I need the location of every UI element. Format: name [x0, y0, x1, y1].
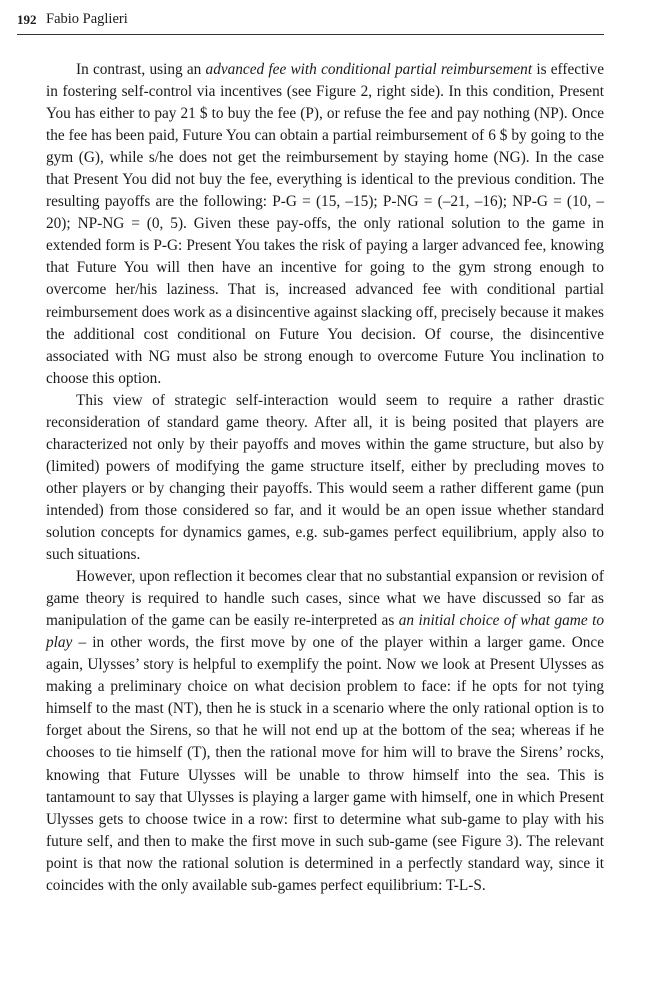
text-run: In contrast, using an: [76, 61, 206, 78]
paragraph-strategic-self-interaction: [46, 390, 604, 566]
text-run: – in other words, the first move by one of the player within a larger game. Once again, Ulysses’ story is helpful to exemplify the point. Now we look at Present Ulysses as making a preliminary choice on what decision problem to face: if he opts for not tying himself to the mast (NT), then he is stuck in a scenario where the only rational option is to forget about the Sirens, so that he will not end up at the bottom of the sea; whereas if he chooses to tie himself (T), then the rational move for him will to brave the Sirens’ rocks, knowing that Future Ulysses will be unable to throw himself into the sea. This is tantamount to say that Ulysses is playing a larger game with himself, one in which Present Ulysses gets to choose twice in a row: first to determine what sub-game to play with his future self, and then to make the first move in such sub-game (see Figure 3). The relevant point is that now the rational solution is determined in a perfectly standard way, since it coincides with the only available sub-games perfect equilibrium: T-L-S.: [46, 634, 604, 894]
page-number: 192: [17, 12, 37, 27]
text-run: This view of strategic self-interaction would seem to require a rather drastic reconsideration of standard game theory. After all, it is being posited that players are characterized not only by their payoffs and moves within the game structure, but also by (limited) powers of modifying the game structure itself, either by precluding moves to other players or by changing their payoffs. This would seem a rather different game (pun intended) from those considered so far, and it would be an open issue whether standard solution concepts for dynamics games, e.g. sub-games perfect equilibrium, apply also to such situations.: [46, 391, 604, 564]
emphasis-initial-choice: an initial choice of what game to play: [46, 612, 605, 652]
running-head-author: Fabio Paglieri: [46, 11, 128, 27]
paragraph-initial-choice: [46, 566, 604, 897]
paragraph-advanced-fee: [46, 59, 604, 390]
emphasis-advanced-fee: advanced fee with conditional partial reimbursement: [205, 61, 533, 78]
body-text: [46, 59, 604, 897]
text-run: However, upon reflection it becomes clear that no substantial expansion or revision of game theory is required to handle such cases, since what we have discussed so far as manipulation of the game can be easily re-interpreted as: [46, 568, 604, 630]
running-header: [17, 9, 604, 35]
text-run: is effective in fostering self-control via incentives (see Figure 2, right side). In this condition, Present You has either to pay 21 $ to buy the fee (P), or refuse the fee and pay nothing (NP). Once the fee has been paid, Future You can obtain a partial reimbursement of 6 $ by going to the gym (G), while s/he does not get the reimbursement by staying home (NG). In the case that Present You did not buy the fee, everything is identical to the previous condition. The resulting payoffs are the following: P-G = (15, –15); P-NG = (–21, –16); NP-G = (10, –20); NP-NG = (0, 5). Given these pay-offs, the only rational solution to the game in extended form is P-G: Present You takes the risk of paying a larger advanced fee, knowing that Future You will then have an incentive for going to the gym strong enough to overcome her/his laziness. That is, increased advanced fee with conditional partial reimbursement does work as a disincentive against slacking off, precisely because it makes the additional cost conditional on Future You decision. Of course, the disincentive associated with NG must also be strong enough to overcome Future You inclination to choose this option.: [46, 61, 604, 387]
